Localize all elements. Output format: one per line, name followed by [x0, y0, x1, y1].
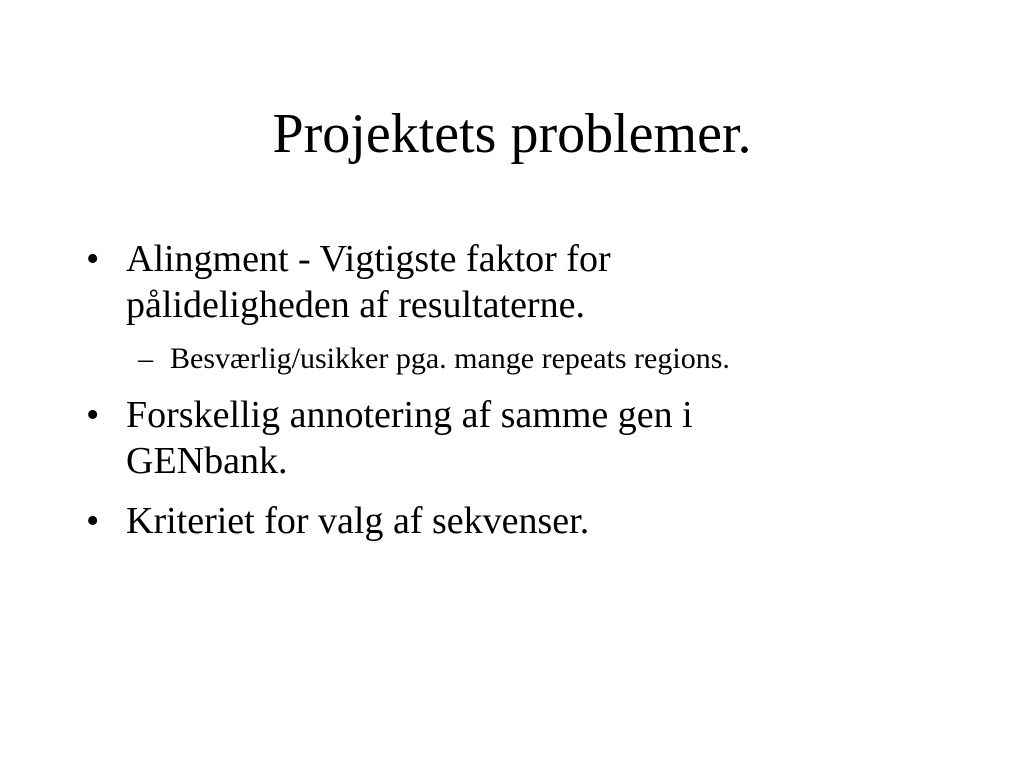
bullet-item	[86, 236, 966, 328]
bullet-text-line: GENbank.	[126, 440, 288, 482]
bullet-text-line: pålideligheden af resultaterne.	[126, 284, 585, 326]
bullet-item	[86, 498, 966, 544]
slide-title: Projektets problemer.	[272, 103, 752, 165]
sub-bullet-item	[86, 340, 966, 378]
bullet-marker: •	[86, 500, 100, 542]
bullet-list	[86, 236, 966, 558]
bullet-text-line: Kriteriet for valg af sekvenser.	[126, 500, 590, 542]
bullet-marker: •	[86, 238, 100, 280]
sub-bullet-text: Besværlig/usikker pga. mange repeats regions.	[170, 342, 730, 375]
bullet-text-line: Alingment - Vigtigste faktor for	[126, 238, 611, 280]
sub-bullet-marker: –	[138, 342, 153, 375]
bullet-item	[86, 392, 966, 484]
bullet-text-line: Forskellig annotering af samme gen i	[126, 394, 693, 436]
bullet-marker: •	[86, 394, 100, 436]
